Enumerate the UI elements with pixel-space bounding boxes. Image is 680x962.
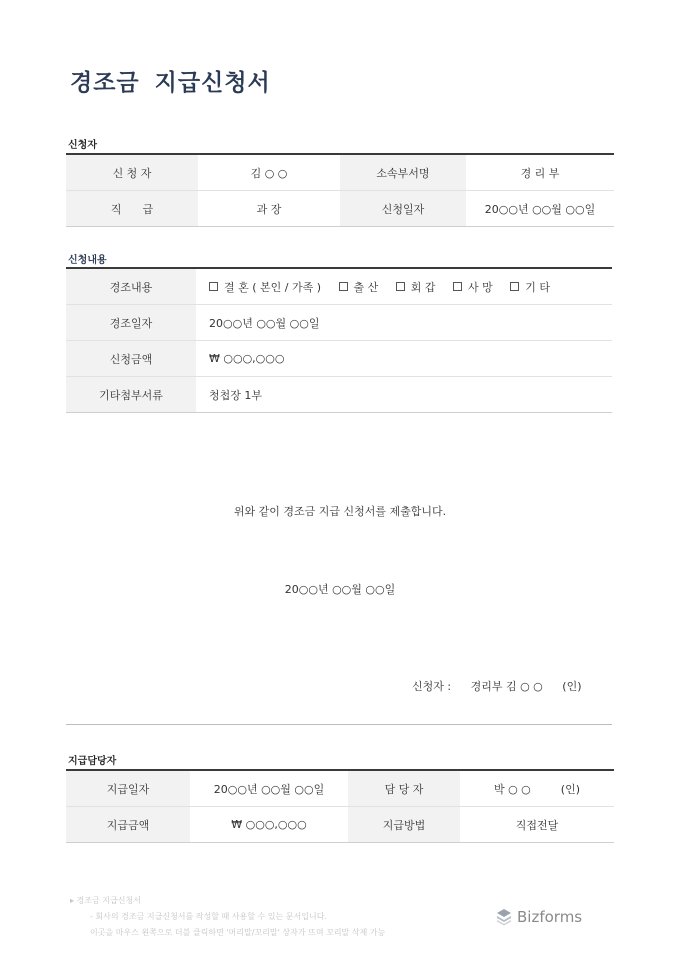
logo-text: Bizforms xyxy=(517,908,583,926)
payment-amount-value[interactable]: ₩ ○○○,○○○ xyxy=(190,807,348,843)
footer-note-2: 이곳을 마우스 왼쪽으로 더블 클릭하면 '머리말/꼬리말' 상자가 뜨며 꼬리말 삭제 가능 xyxy=(90,928,386,937)
bizforms-logo-icon xyxy=(495,908,513,926)
event-date-label: 경조일자 xyxy=(66,305,196,341)
signature-label: 신청자 : xyxy=(412,680,452,693)
table-row xyxy=(66,305,612,341)
footer-note-1: - 회사의 경조금 지급신청서를 작성할 때 사용할 수 있는 문서입니다. xyxy=(90,912,327,921)
handler-value[interactable] xyxy=(460,770,614,807)
applicant-table xyxy=(66,153,614,227)
table-row xyxy=(66,377,612,413)
table-row xyxy=(66,770,614,807)
checkbox-icon[interactable] xyxy=(453,282,462,291)
payment-section-label: 지급담당자 xyxy=(68,756,117,767)
checkbox-icon[interactable] xyxy=(339,282,348,291)
seal-mark: (인) xyxy=(562,680,582,693)
request-date-value[interactable]: 20○○년 ○○월 ○○일 xyxy=(466,191,614,227)
request-table xyxy=(66,267,612,413)
event-type-label: 경조내용 xyxy=(66,268,196,305)
option-other[interactable]: 기 타 xyxy=(510,281,550,294)
payment-amount-label: 지급금액 xyxy=(66,807,190,843)
document-title: 경조금 지급신청서 xyxy=(70,70,271,96)
event-date-value[interactable]: 20○○년 ○○월 ○○일 xyxy=(196,305,612,341)
request-section-label: 신청내용 xyxy=(68,255,107,266)
payment-method-label: 지급방법 xyxy=(348,807,460,843)
option-marriage[interactable]: 결 혼 ( 본인 / 가족 ) xyxy=(209,281,321,294)
handler-name: 박 ○ ○ xyxy=(493,782,531,796)
payment-table xyxy=(66,769,614,843)
payment-method-value[interactable]: 직접전달 xyxy=(460,807,614,843)
position-label: 직 급 xyxy=(66,191,198,227)
department-value[interactable]: 경 리 부 xyxy=(466,154,614,191)
applicant-signature xyxy=(412,678,582,694)
submission-statement: 위와 같이 경조금 지급 신청서를 제출합니다. xyxy=(233,505,447,518)
applicant-name-label: 신 청 자 xyxy=(66,154,198,191)
handler-seal: (인) xyxy=(560,782,581,796)
payment-date-label: 지급일자 xyxy=(66,770,190,807)
bizforms-logo xyxy=(495,908,582,926)
table-row xyxy=(66,191,614,227)
handler-label: 담 당 자 xyxy=(348,770,460,807)
table-row xyxy=(66,268,612,305)
checkbox-icon[interactable] xyxy=(396,282,405,291)
option-death[interactable]: 사 망 xyxy=(453,281,493,294)
table-row xyxy=(66,341,612,377)
payment-date-value[interactable]: 20○○년 ○○월 ○○일 xyxy=(190,770,348,807)
footer-doc-name: ▸ 경조금 지급신청서 xyxy=(70,896,141,905)
option-60th-birthday[interactable]: 회 갑 xyxy=(396,281,436,294)
event-type-options xyxy=(196,268,612,305)
table-row xyxy=(66,807,614,843)
department-label: 소속부서명 xyxy=(340,154,466,191)
submission-date[interactable]: 20○○년 ○○월 ○○일 xyxy=(284,583,396,596)
applicant-section-label: 신청자 xyxy=(68,140,97,151)
position-value[interactable]: 과 장 xyxy=(198,191,340,227)
checkbox-icon[interactable] xyxy=(510,282,519,291)
request-amount-value[interactable]: ₩ ○○○,○○○ xyxy=(196,341,612,377)
attachments-label: 기타첨부서류 xyxy=(66,377,196,413)
attachments-value[interactable]: 청첩장 1부 xyxy=(196,377,612,413)
checkbox-icon[interactable] xyxy=(209,282,218,291)
signature-name[interactable]: 경리부 김 ○ ○ xyxy=(470,680,543,693)
table-row xyxy=(66,154,614,191)
section-divider xyxy=(66,724,612,725)
option-birth[interactable]: 출 산 xyxy=(339,281,379,294)
applicant-name-value[interactable]: 김 ○ ○ xyxy=(198,154,340,191)
request-date-label: 신청일자 xyxy=(340,191,466,227)
request-amount-label: 신청금액 xyxy=(66,341,196,377)
